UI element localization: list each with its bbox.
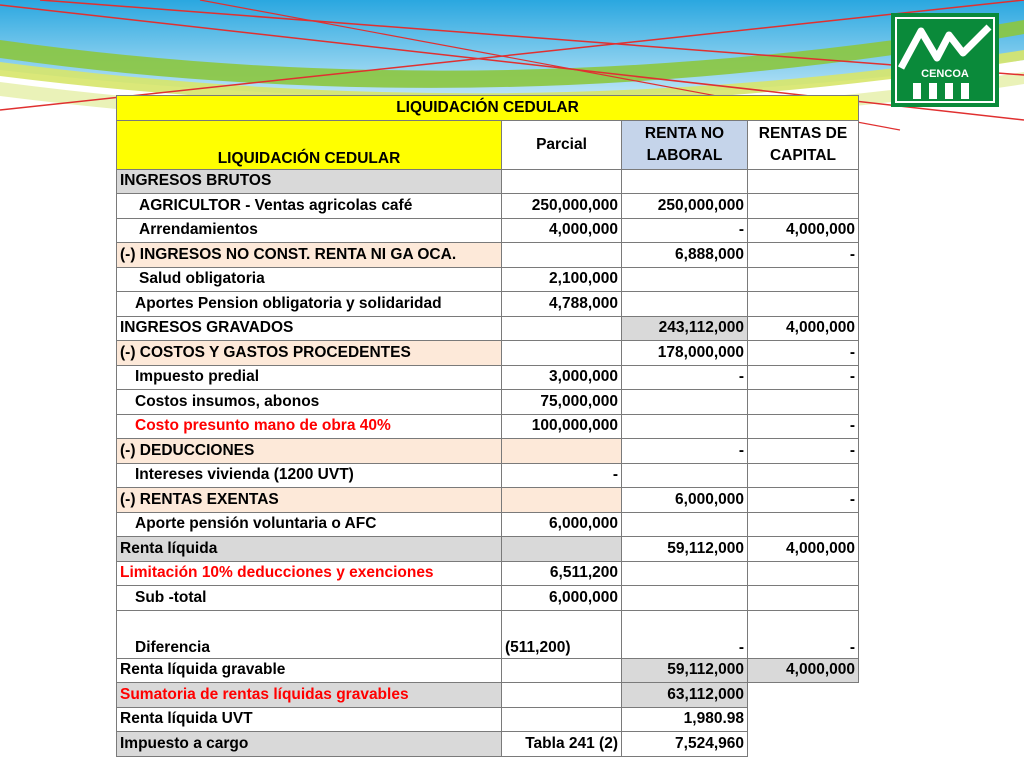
row-parcial [502, 341, 622, 366]
header-parcial: Parcial [502, 120, 622, 169]
row-rnl: 59,112,000 [622, 658, 748, 683]
table-row [117, 537, 859, 562]
row-rnl [622, 414, 748, 439]
row-parcial: 75,000,000 [502, 390, 622, 415]
row-parcial [502, 683, 622, 708]
table-row [117, 586, 859, 611]
row-rc [748, 463, 859, 488]
row-rc: - [748, 365, 859, 390]
row-parcial: 3,000,000 [502, 365, 622, 390]
row-parcial: 100,000,000 [502, 414, 622, 439]
row-label: Renta líquida UVT [117, 707, 502, 732]
table-row [117, 439, 859, 464]
row-rnl: 6,000,000 [622, 488, 748, 513]
header-label: LIQUIDACIÓN CEDULAR [117, 120, 502, 169]
table-row [117, 512, 859, 537]
liquidacion-table [116, 95, 859, 757]
table-row [117, 365, 859, 390]
table-row [117, 488, 859, 513]
table-row [117, 218, 859, 243]
row-rnl: 178,000,000 [622, 341, 748, 366]
row-parcial [502, 316, 622, 341]
row-rc: 4,000,000 [748, 658, 859, 683]
row-parcial: 6,000,000 [502, 512, 622, 537]
row-parcial [502, 658, 622, 683]
row-label: Arrendamientos [117, 218, 502, 243]
row-label: Costos insumos, abonos [117, 390, 502, 415]
row-rc: 4,000,000 [748, 316, 859, 341]
row-label: Salud obligatoria [117, 267, 502, 292]
table-title: LIQUIDACIÓN CEDULAR [117, 96, 859, 121]
row-label: Renta líquida [117, 537, 502, 562]
row-parcial: (511,200) [502, 610, 622, 658]
row-rnl: 63,112,000 [622, 683, 748, 708]
table-row [117, 658, 859, 683]
row-parcial: 4,000,000 [502, 218, 622, 243]
row-label: Limitación 10% deducciones y exenciones [117, 561, 502, 586]
table-row [117, 243, 859, 268]
table-row [117, 707, 859, 732]
row-label: (-) INGRESOS NO CONST. RENTA NI GA OCA. [117, 243, 502, 268]
table-row [117, 683, 859, 708]
row-label: AGRICULTOR - Ventas agricolas café [117, 194, 502, 219]
row-rnl [622, 512, 748, 537]
row-parcial [502, 707, 622, 732]
row-rc: 4,000,000 [748, 537, 859, 562]
row-parcial: Tabla 241 (2) [502, 732, 622, 757]
row-rnl [622, 561, 748, 586]
logo-text: CENCOA [921, 68, 969, 80]
row-label: Aportes Pension obligatoria y solidaridad [117, 292, 502, 317]
table-title-row [117, 96, 859, 121]
row-rnl: - [622, 365, 748, 390]
row-rc [748, 390, 859, 415]
row-parcial: - [502, 463, 622, 488]
row-label: Sumatoria de rentas líquidas gravables [117, 683, 502, 708]
table-row [117, 292, 859, 317]
row-rnl [622, 267, 748, 292]
header-rentas-capital: RENTAS DE CAPITAL [748, 120, 859, 169]
row-rc: - [748, 341, 859, 366]
row-label: Impuesto a cargo [117, 732, 502, 757]
table-row [117, 561, 859, 586]
row-rnl [622, 586, 748, 611]
row-label: (-) RENTAS EXENTAS [117, 488, 502, 513]
row-rc: - [748, 439, 859, 464]
row-parcial: 4,788,000 [502, 292, 622, 317]
row-rc [748, 292, 859, 317]
table-row [117, 341, 859, 366]
row-label: Costo presunto mano de obra 40% [117, 414, 502, 439]
row-parcial: 6,000,000 [502, 586, 622, 611]
row-rnl: - [622, 439, 748, 464]
row-parcial [502, 439, 622, 464]
row-rnl: 1,980.98 [622, 707, 748, 732]
row-rc: 4,000,000 [748, 218, 859, 243]
row-label: Renta líquida gravable [117, 658, 502, 683]
row-parcial: 2,100,000 [502, 267, 622, 292]
row-parcial [502, 169, 622, 194]
row-rnl [622, 390, 748, 415]
row-rnl: - [622, 610, 748, 658]
row-rc [748, 512, 859, 537]
row-label: Intereses vivienda (1200 UVT) [117, 463, 502, 488]
table-row [117, 194, 859, 219]
row-label: Diferencia [117, 610, 502, 658]
table-row [117, 267, 859, 292]
row-rc: - [748, 610, 859, 658]
table-header-row [117, 120, 859, 169]
table-row [117, 414, 859, 439]
table-row [117, 463, 859, 488]
row-label: (-) DEDUCCIONES [117, 439, 502, 464]
table-row [117, 610, 859, 658]
header-renta-no-laboral: RENTA NO LABORAL [622, 120, 748, 169]
row-rc [748, 561, 859, 586]
row-label: (-) COSTOS Y GASTOS PROCEDENTES [117, 341, 502, 366]
row-rnl [622, 292, 748, 317]
table-row [117, 316, 859, 341]
row-parcial: 6,511,200 [502, 561, 622, 586]
row-rc [748, 267, 859, 292]
row-label: Aporte pensión voluntaria o AFC [117, 512, 502, 537]
row-rc: - [748, 488, 859, 513]
row-rc: - [748, 243, 859, 268]
row-label: INGRESOS BRUTOS [117, 169, 502, 194]
row-rc [748, 194, 859, 219]
row-rnl: 7,524,960 [622, 732, 748, 757]
row-rc [748, 586, 859, 611]
row-rnl: 6,888,000 [622, 243, 748, 268]
row-rnl: 250,000,000 [622, 194, 748, 219]
table-row [117, 390, 859, 415]
row-label: Sub -total [117, 586, 502, 611]
row-rc: - [748, 414, 859, 439]
table-row [117, 169, 859, 194]
row-rc [748, 169, 859, 194]
row-rnl [622, 463, 748, 488]
row-rnl [622, 169, 748, 194]
row-rnl: - [622, 218, 748, 243]
row-parcial [502, 488, 622, 513]
empty-cell [748, 683, 859, 708]
row-parcial [502, 537, 622, 562]
row-parcial: 250,000,000 [502, 194, 622, 219]
table-row [117, 732, 859, 757]
empty-cell [748, 707, 859, 732]
row-label: INGRESOS GRAVADOS [117, 316, 502, 341]
cencoa-logo [891, 13, 999, 107]
row-rnl: 59,112,000 [622, 537, 748, 562]
row-parcial [502, 243, 622, 268]
empty-cell [748, 732, 859, 757]
row-label: Impuesto predial [117, 365, 502, 390]
row-rnl: 243,112,000 [622, 316, 748, 341]
